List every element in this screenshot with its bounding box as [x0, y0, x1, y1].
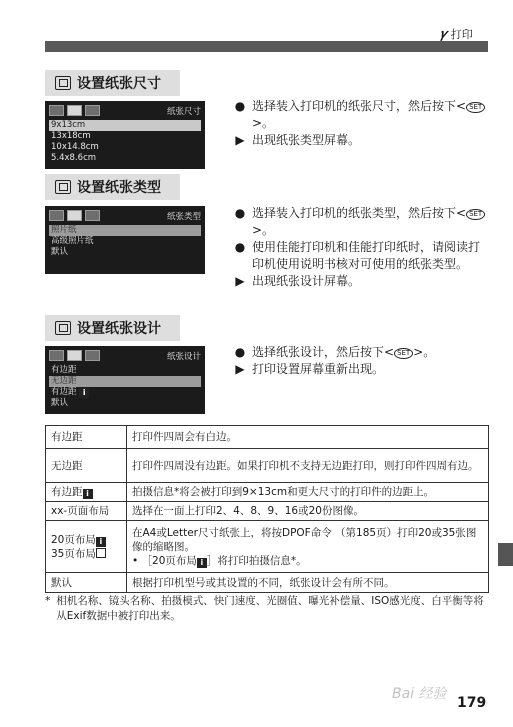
menu-tab-icon [85, 210, 100, 221]
info-icon: i [96, 537, 106, 547]
page-number: 179 [457, 695, 487, 711]
set-button-icon: SET [466, 209, 485, 220]
menu-item[interactable]: 无边距 [49, 376, 201, 387]
section-title-page-layout: 设置纸张设计 [45, 315, 180, 341]
camera-menu-paper-type [45, 206, 205, 274]
table-cell-desc: 选择在一面上打印2、4、8、9、16或20份图像。 [127, 502, 489, 521]
table-row [46, 483, 489, 502]
menu-item[interactable]: 有边距 [51, 365, 77, 375]
menu-item[interactable]: 9x13cm [49, 120, 201, 131]
instruction-item: ● 选择纸张设计，然后按下< SET >。 [234, 345, 436, 359]
table-cell-name: 20页布局 i 35页布局 [46, 521, 127, 573]
info-icon: i [83, 489, 93, 499]
header-bar [45, 41, 488, 52]
chapter-tag [440, 26, 473, 42]
instruction-result: ▶ 出现纸张类型屏幕。 [235, 133, 361, 147]
table-row [46, 426, 489, 449]
table-row [46, 502, 489, 521]
menu-item[interactable]: 默认 [51, 398, 69, 408]
table-cell-name: 有边距 i [46, 483, 127, 502]
chapter-side-tab [498, 543, 513, 566]
menu-tab-icon [49, 210, 64, 221]
page-layout-table [45, 425, 489, 593]
chapter-label: 打印 [450, 28, 473, 41]
section-title-paper-size: 设置纸张尺寸 [45, 70, 180, 96]
instruction-item: ● 使用佳能打印机和佳能打印纸时，请阅读打印机使用说明书核对可使用的纸张类型。 [234, 240, 481, 271]
camera-menu-paper-size [45, 101, 205, 169]
info-icon: i [79, 388, 89, 398]
set-button-icon: SET [466, 102, 485, 113]
menu-page-icon [55, 76, 71, 90]
table-cell-desc: 在A4或Letter尺寸纸张上，将按DPOF命令 （第185页）打印20或35张图像的缩略图。 • ［20页布局 i ］将打印拍摄信息*。 [127, 521, 489, 573]
camera-menu-page-layout [45, 346, 205, 414]
table-row [46, 449, 489, 483]
menu-page-icon [55, 321, 71, 335]
table-cell-name: 有边距 [46, 426, 127, 449]
table-row [46, 521, 489, 573]
menu-item[interactable]: 高级照片纸 [51, 236, 94, 246]
instructions-paper-type [234, 205, 489, 290]
menu-tab-icon [67, 105, 82, 116]
footnote: * 相机名称、镜头名称、拍摄模式、快门速度、光圈值、曝光补偿量、ISO感光度、白平衡等将从Exif数据中被打印出来。 [45, 595, 484, 622]
menu-tab-icon [67, 350, 82, 361]
table-cell-desc: 拍摄信息*将会被打印到9×13cm和更大尺寸的打印件的边距上。 [127, 483, 489, 502]
table-cell-desc: 根据打印机型号或其设置的不同，纸张设计会有所不同。 [127, 573, 489, 593]
instruction-item: ● 选择装入打印机的纸张类型，然后按下< SET>。 [234, 205, 489, 239]
section-title-paper-type: 设置纸张类型 [45, 174, 180, 200]
table-cell-name: 默认 [46, 573, 127, 593]
table-row [46, 573, 489, 593]
instructions-paper-size [234, 98, 489, 149]
menu-title: 纸张类型 [166, 211, 201, 222]
menu-item[interactable]: 13x18cm [51, 131, 91, 141]
menu-item[interactable]: 5.4x8.6cm [51, 153, 97, 163]
grid-layout-icon [96, 548, 106, 558]
instruction-item: ● 选择装入打印机的纸张尺寸，然后按下< SET>。 [234, 98, 489, 132]
watermark: Bai 经验 [392, 686, 447, 702]
menu-item[interactable]: 默认 [51, 247, 69, 257]
menu-title: 纸张尺寸 [166, 106, 201, 117]
menu-tab-icon [49, 350, 64, 361]
table-cell-name: xx-页面布局 [46, 502, 127, 521]
menu-title: 纸张设计 [166, 351, 201, 362]
menu-page-icon [55, 180, 71, 194]
menu-tab-icon [49, 105, 64, 116]
instruction-result: ▶ 打印设置屏幕重新出现。 [235, 362, 385, 376]
menu-tab-icon [85, 350, 100, 361]
print-icon: 𝛾 [440, 26, 447, 42]
set-button-icon: SET [394, 348, 413, 359]
table-cell-desc: 打印件四周会有白边。 [127, 426, 489, 449]
menu-item[interactable]: 有边距 i [49, 387, 201, 398]
instructions-page-layout [234, 344, 489, 378]
table-cell-desc: 打印件四周没有边距。如果打印机不支持无边距打印，则打印件四周有边。 [127, 449, 489, 483]
menu-item[interactable]: 10x14.8cm [51, 142, 99, 152]
instruction-result: ▶ 出现纸张设计屏幕。 [235, 274, 361, 288]
info-icon: i [197, 558, 207, 568]
menu-tab-icon [85, 105, 100, 116]
menu-tab-icon [67, 210, 82, 221]
table-cell-name: 无边距 [46, 449, 127, 483]
menu-item[interactable]: 照片纸 [49, 225, 201, 236]
